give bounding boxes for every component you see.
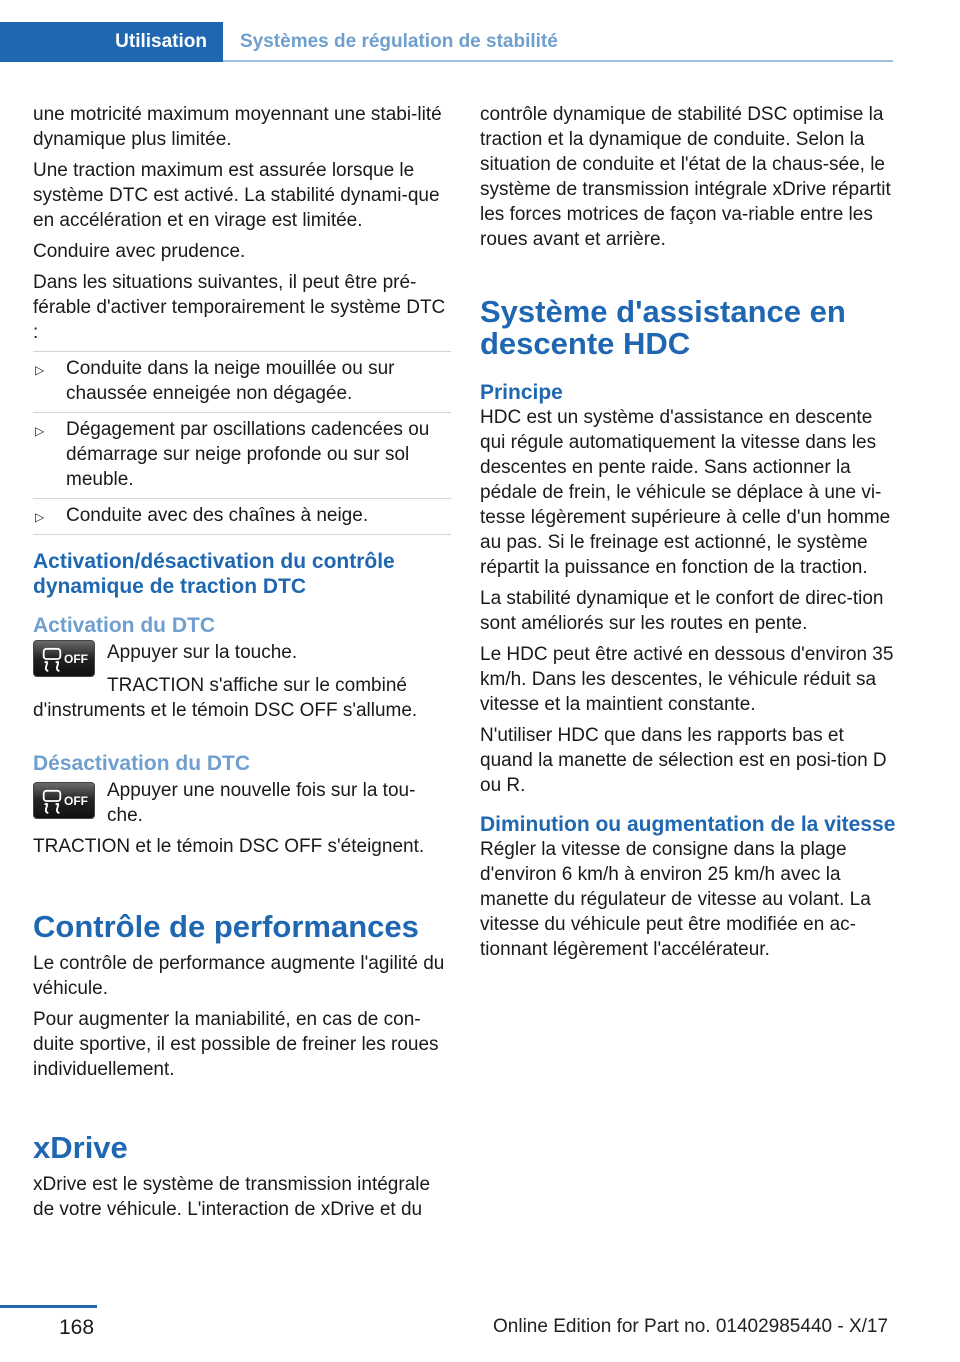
heading-hdc: Système d'assistance en descente HDC: [480, 294, 846, 361]
footer-divider: [0, 1305, 97, 1308]
right-column: [480, 102, 896, 968]
chapter-label: Utilisation: [115, 31, 207, 52]
paragraph: Le contrôle de performance augmente l'agilité du véhicule.: [33, 953, 445, 999]
dtc-off-button-icon: [33, 782, 95, 819]
paragraph: HDC est un système d'assistance en descente qui régule automatiquement la vitesse dans les descentes en pente raide. Sans actionner la pédale de frein, le véhicule se déplace à une vi-tesse légèrement supérieure à celle d'un homme au pas. Si le freinage est actionné, le système répartit la puissance en fonction de la traction.: [480, 407, 891, 578]
heading-activation-dtc: Activation/désactivation du contrôle dynamique de traction DTC: [33, 550, 395, 598]
list-item: ▷ Conduite avec des chaînes à neige.: [33, 498, 451, 535]
paragraph: Régler la vitesse de consigne dans la plage d'environ 6 km/h à environ 25 km/h avec la manette du régulateur de vitesse au volant. La vitesse du véhicule peut être modifiée en ac-tionnant légèrement l'accélérateur.: [480, 839, 871, 960]
off-label: OFF: [64, 651, 88, 666]
paragraph: Appuyer une nouvelle fois sur la tou-che.: [107, 780, 416, 826]
heading-speed: Diminution ou augmentation de la vitesse: [480, 813, 896, 836]
page-header: [0, 22, 893, 62]
list-item: ▷ Conduite dans la neige mouillée ou sur chaussée enneigée non dégagée.: [33, 351, 451, 412]
paragraph: Une traction maximum est assurée lorsque le système DTC est activé. La stabilité dynami-que en accélération et en virage est limitée.: [33, 160, 440, 231]
paragraph: Conduire avec prudence.: [33, 241, 246, 262]
heading-activation: Activation du DTC: [33, 614, 215, 637]
paragraph: Dans les situations suivantes, il peut être pré-férable d'activer temporairement le système DTC :: [33, 272, 446, 343]
deactivation-step: [33, 778, 451, 834]
skid-car-icon: [40, 787, 64, 815]
deactivation-text: [107, 778, 451, 834]
header-divider: [223, 60, 893, 62]
heading-performance: Contrôle de performances: [33, 909, 419, 944]
dtc-off-button-icon: [33, 640, 95, 677]
situation-list: [33, 351, 451, 535]
activation-text: [107, 640, 297, 671]
paragraph: une motricité maximum moyennant une stabi-lité dynamique plus limitée.: [33, 104, 442, 150]
section-title[interactable]: Systèmes de régulation de stabilité: [240, 31, 558, 52]
heading-xdrive: xDrive: [33, 1130, 128, 1165]
skid-car-icon: [40, 645, 64, 673]
edition-note: Online Edition for Part no. 01402985440 - X/17: [493, 1316, 889, 1337]
paragraph: TRACTION et le témoin DSC OFF s'éteignent.: [33, 836, 425, 857]
paragraph: TRACTION s'affiche sur le combiné d'instruments et le témoin DSC OFF s'allume.: [33, 675, 418, 721]
paragraph: Le HDC peut être activé en dessous d'environ 35 km/h. Dans les descentes, le véhicule réduit sa vitesse et la maintient constante.: [480, 644, 894, 715]
chapter-tab[interactable]: [0, 22, 223, 62]
triangle-bullet-icon: ▷: [35, 363, 45, 377]
triangle-bullet-icon: ▷: [35, 510, 45, 524]
activation-step: [33, 640, 451, 677]
off-label: OFF: [64, 793, 88, 808]
paragraph: xDrive est le système de transmission intégrale de votre véhicule. L'interaction de xDrive et du: [33, 1174, 431, 1220]
paragraph: contrôle dynamique de stabilité DSC optimise la traction et la dynamique de conduite. Selon la situation de conduite et l'état de la chaus-sée, le système de transmission intégrale xDrive répartit les forces motrices de façon va-riable entre les roues avant et arrière.: [480, 104, 891, 250]
page-number: 168: [59, 1316, 95, 1339]
paragraph: N'utiliser HDC que dans les rapports bas et quand la manette de sélection est en posi-tion D ou R.: [480, 725, 887, 796]
triangle-bullet-icon: ▷: [35, 424, 45, 438]
list-item: ▷ Dégagement par oscillations cadencées ou démarrage sur neige profonde ou sur sol meuble.: [33, 412, 451, 498]
paragraph: La stabilité dynamique et le confort de direc-tion sont améliorés sur les routes en pente.: [480, 588, 884, 634]
paragraph: Appuyer sur la touche.: [107, 642, 298, 663]
heading-deactivation: Désactivation du DTC: [33, 752, 251, 775]
paragraph: Pour augmenter la maniabilité, en cas de con-duite sportive, il est possible de freiner les roues individuellement.: [33, 1009, 439, 1080]
heading-principe: Principe: [480, 381, 563, 404]
left-column: [33, 102, 451, 1228]
